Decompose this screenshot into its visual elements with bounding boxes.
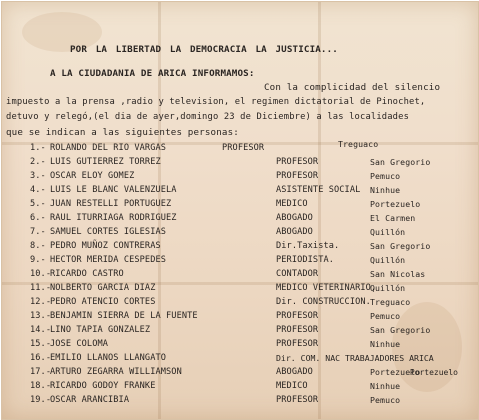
person-occupation: Dir.Taxista. [276, 241, 340, 251]
person-number: 2.- [30, 157, 46, 167]
person-row [2, 283, 478, 297]
person-number: 5.- [30, 199, 46, 209]
person-place: Treguaco [338, 139, 379, 149]
person-occupation: MEDICO [276, 381, 308, 391]
person-number: 14.- [30, 325, 52, 335]
body-text-line: Con la complicidad del silencio [264, 82, 441, 93]
person-row [2, 199, 478, 213]
person-row [2, 339, 478, 353]
person-occupation: MEDICO [276, 199, 308, 209]
person-row [2, 325, 478, 339]
person-occupation: PERIODISTA. [276, 255, 335, 265]
person-number: 4.- [30, 185, 46, 195]
person-row [2, 157, 478, 171]
person-place: Ninhue [370, 185, 401, 195]
person-place: Pemuco [370, 171, 401, 181]
person-number: 18.- [30, 381, 52, 391]
person-number: 11.- [30, 283, 52, 293]
person-row [2, 171, 478, 185]
person-number: 16.- [30, 353, 52, 363]
person-place: Portezuelo [370, 199, 421, 209]
person-place: El Carmen [370, 213, 416, 223]
person-place: San Gregorio [370, 325, 431, 335]
person-place: Portezuelo [370, 367, 421, 377]
body-text-line: impuesto a la prensa ,radio y television, el regimen dictatorial de Pinochet, [6, 97, 426, 107]
person-row [2, 185, 478, 199]
person-place: San Nicolas [370, 269, 426, 279]
person-occupation: Dir. CONSTRUCCION. [276, 297, 371, 307]
person-name: PEDRO MUÑOZ CONTRERAS [50, 241, 161, 251]
person-occupation: PROFESOR [276, 157, 319, 167]
person-row [2, 213, 478, 227]
person-number: 10.- [30, 269, 52, 279]
person-place: Quillón [370, 255, 406, 265]
person-place: Ninhue [370, 339, 401, 349]
person-place: Ninhue [370, 381, 401, 391]
person-number: 6.- [30, 213, 46, 223]
person-occupation: PROFESOR [276, 339, 319, 349]
person-row [2, 353, 478, 367]
person-row [2, 269, 478, 283]
person-number: 17.- [30, 367, 52, 377]
person-number: 7.- [30, 227, 46, 237]
person-name: RICARDO GODOY FRANKE [50, 381, 156, 391]
margin-note: Portezuelo [409, 368, 458, 377]
body-text-line: detuvo y relegó,(el dia de ayer,domingo 23 de Diciembre) a las localidades [6, 112, 410, 122]
person-row [2, 241, 478, 255]
person-occupation: ABOGADO [276, 213, 313, 223]
person-place: Treguaco [370, 297, 411, 307]
person-row [2, 311, 478, 325]
person-name: PEDRO ATENCIO CORTES [50, 297, 156, 307]
person-name: LUIS GUTIERREZ TORREZ [50, 157, 161, 167]
person-occupation: ABOGADO [276, 227, 313, 237]
person-occupation: ABOGADO [276, 367, 313, 377]
person-name: EMILIO LLANOS LLANGATO [50, 353, 167, 363]
person-number: 19.- [30, 395, 52, 405]
person-number: 8.- [30, 241, 46, 251]
person-name: BENJAMIN SIERRA DE LA FUENTE [50, 311, 198, 321]
person-occupation: PROFESOR [276, 311, 319, 321]
person-row [2, 297, 478, 311]
person-place: San Gregorio [370, 157, 431, 167]
person-occupation: MEDICO VETERINARIO. [276, 283, 377, 293]
person-name: LUIS LE BLANC VALENZUELA [50, 185, 177, 195]
person-occupation: Dir. COM. NAC TRABAJADORES ARICA [276, 353, 434, 363]
person-row [2, 395, 478, 409]
person-row [2, 139, 478, 157]
person-name: JUAN RESTELLI PORTUGUEZ [50, 199, 172, 209]
person-name: RAUL ITURRIAGA RODRIGUEZ [50, 213, 177, 223]
person-name: JOSE COLOMA [50, 339, 109, 349]
person-name: LINO TAPIA GONZALEZ [50, 325, 151, 335]
person-name: HECTOR MERIDA CESPEDES [50, 255, 167, 265]
person-occupation: PROFESOR [276, 395, 319, 405]
person-occupation: CONTADOR [276, 269, 319, 279]
motto-heading: POR LA LIBERTAD LA DEMOCRACIA LA JUSTICIA... [70, 44, 338, 55]
person-place: Pemuco [370, 395, 401, 405]
person-number: 13.- [30, 311, 52, 321]
person-place: Pemuco [370, 311, 401, 321]
person-place: San Gregorio [370, 241, 431, 251]
person-number: 12.- [30, 297, 52, 307]
person-occupation: PROFESOR [276, 325, 319, 335]
person-place: Quillón [370, 227, 406, 237]
person-occupation: ASISTENTE SOCIAL [276, 185, 361, 195]
person-number: 15.- [30, 339, 52, 349]
person-row [2, 227, 478, 241]
person-occupation: PROFESOR [222, 143, 265, 153]
person-name: NOLBERTO GARCIA DIAZ [50, 283, 156, 293]
person-number: 9.- [30, 255, 46, 265]
person-row [2, 255, 478, 269]
person-name: OSCAR ELOY GOMEZ [50, 171, 135, 181]
person-name: ARTURO ZEGARRA WILLIAMSON [50, 367, 182, 377]
person-number: 1.- [30, 143, 46, 153]
person-occupation: PROFESOR [276, 171, 319, 181]
person-name: SAMUEL CORTES IGLESIAS [50, 227, 167, 237]
person-name: OSCAR ARANCIBIA [50, 395, 130, 405]
person-row [2, 367, 478, 381]
salutation-heading: A LA CIUDADANIA DE ARICA INFORMAMOS: [50, 68, 255, 79]
person-name: ROLANDO DEL RIO VARGAS [50, 143, 167, 153]
person-name: RICARDO CASTRO [50, 269, 124, 279]
body-text-line: que se indican a las siguientes personas: [6, 127, 239, 138]
typewritten-document [1, 1, 479, 420]
person-place: Quillón [370, 283, 406, 293]
person-number: 3.- [30, 171, 46, 181]
person-row [2, 381, 478, 395]
